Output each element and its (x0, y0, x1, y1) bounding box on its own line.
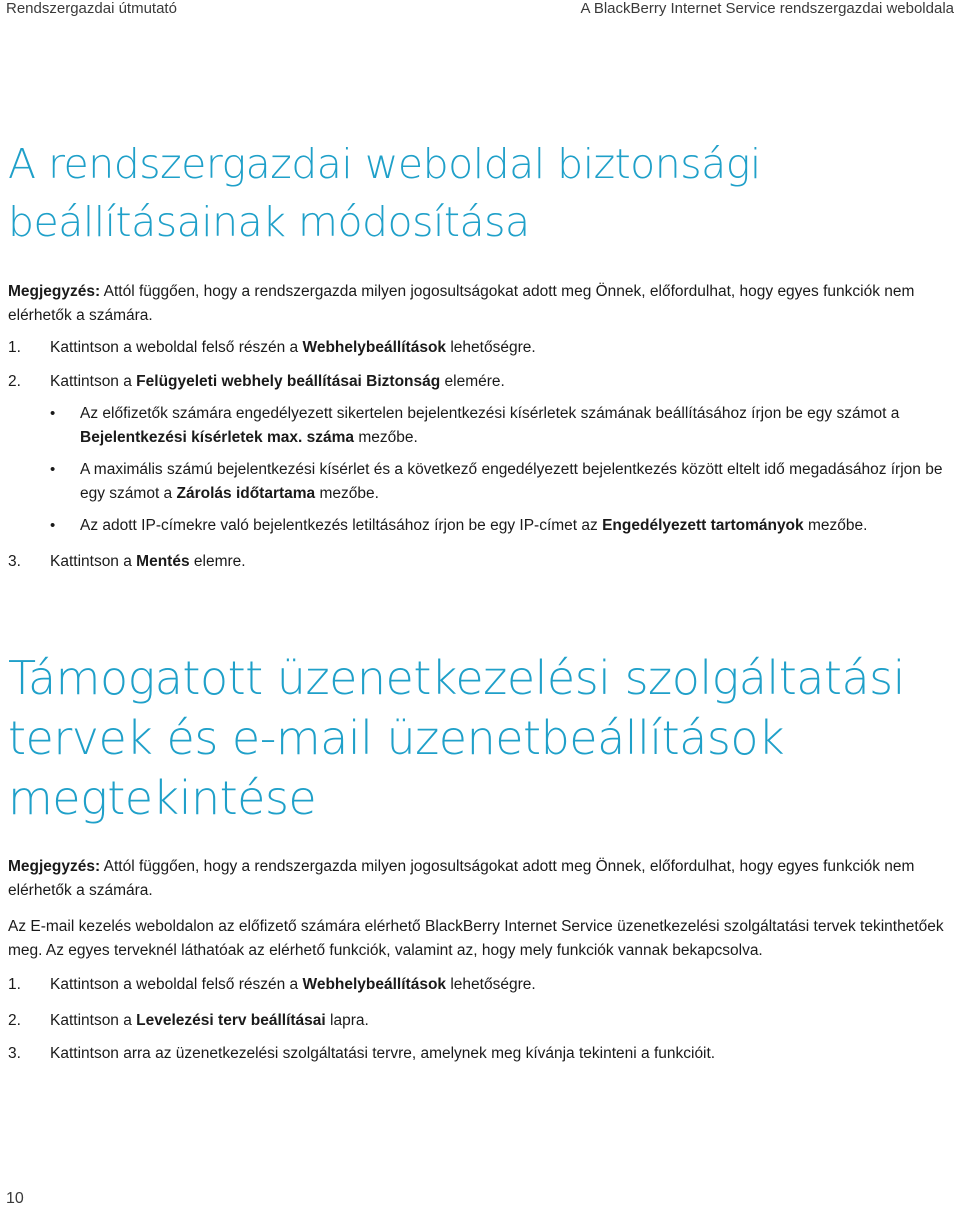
bullet-icon: • (50, 461, 56, 478)
step-text: Kattintson a weboldal felső részén a (50, 339, 303, 356)
step-text: Kattintson a (50, 373, 137, 390)
bullet-text: Az előfizetők számára engedélyezett sikertelen bejelentkezési kísérletek számának beállításához írjon be egy számot a (80, 405, 900, 422)
ui-term: Engedélyezett tartományok (602, 517, 804, 534)
step-text: Kattintson arra az üzenetkezelési szolgáltatási tervre, amelynek meg kívánja tekinteni a funkcióit. (50, 1045, 716, 1062)
note-paragraph (8, 855, 953, 903)
bullet-text: mezőbe. (315, 485, 379, 502)
note-text: Attól függően, hogy a rendszergazda milyen jogosultságokat adott meg Önnek, előfordulhat, hogy egyes funkciók nem elérhetők a számára. (8, 858, 915, 899)
section-title-messaging-plans (8, 648, 905, 828)
step-text: Kattintson a weboldal felső részén a (50, 976, 303, 993)
step-text: elemére. (440, 373, 505, 390)
step-item (8, 336, 953, 360)
step-item (8, 550, 953, 574)
bullet-text: mezőbe. (803, 517, 868, 534)
step-item (8, 973, 953, 997)
step-number: 3. (8, 1045, 21, 1062)
step-item (8, 370, 953, 394)
section-title-line: Támogatott üzenetkezelési szolgáltatási (8, 651, 905, 705)
bullet-text: mezőbe. (354, 429, 418, 446)
note-label: Megjegyzés: (8, 283, 101, 300)
bullet-item (50, 458, 950, 506)
running-header-left: Rendszergazdai útmutató (6, 0, 177, 17)
note-paragraph (8, 280, 953, 328)
step-item (8, 1042, 953, 1066)
running-header-right: A BlackBerry Internet Service rendszergazdai weboldala (580, 0, 954, 17)
step-number: 2. (8, 1012, 21, 1029)
ui-term: Zárolás időtartama (176, 485, 316, 502)
bullet-icon: • (50, 405, 56, 422)
bullet-text: Az adott IP-címekre való bejelentkezés letiltásához írjon be egy IP-címet az (80, 517, 603, 534)
ui-term: Webhelybeállítások (302, 976, 447, 993)
step-text: lehetőségre. (446, 339, 536, 356)
bullet-text: A maximális számú bejelentkezési kísérlet és a következő engedélyezett bejelentkezés között eltelt idő megadásához írjon be egy számot a (80, 461, 943, 502)
section-title-line: tervek és e-mail üzenetbeállítások (8, 711, 785, 765)
note-label: Megjegyzés: (8, 858, 101, 875)
step-number: 1. (8, 976, 21, 993)
section-title-line: megtekintése (8, 771, 317, 825)
bullet-item (50, 514, 950, 538)
intro-paragraph: Az E-mail kezelés weboldalon az előfizető számára elérhető BlackBerry Internet Service üzenetkezelési szolgáltatási tervek tekinthetőek meg. Az egyes terveknél láthatóak az elérhető funkciók, valamint az, hogy mely funkciók vannak bekapcsolva. (8, 918, 944, 959)
ui-term: Mentés (136, 553, 190, 570)
ui-term: Webhelybeállítások (302, 339, 447, 356)
step-number: 1. (8, 339, 21, 356)
ui-term: Felügyeleti webhely beállításai Biztonság (136, 373, 441, 390)
step-number: 2. (8, 373, 21, 390)
step-number: 3. (8, 553, 21, 570)
bullet-icon: • (50, 517, 56, 534)
section-title-line: beállításainak módosítása (8, 198, 530, 246)
note-text: Attól függően, hogy a rendszergazda milyen jogosultságokat adott meg Önnek, előfordulhat, hogy egyes funkciók nem elérhetők a számára. (8, 283, 915, 324)
ui-term: Levelezési terv beállításai (136, 1012, 326, 1029)
bullet-item (50, 402, 950, 450)
step-text: lehetőségre. (446, 976, 536, 993)
step-text: elemre. (189, 553, 246, 570)
section-title-security (8, 135, 761, 251)
section-title-line: A rendszergazdai weboldal biztonsági (8, 140, 761, 188)
step-item (8, 1009, 953, 1033)
ui-term: Bejelentkezési kísérletek max. száma (80, 429, 355, 446)
page-number: 10 (6, 1190, 24, 1207)
step-text: Kattintson a (50, 1012, 137, 1029)
step-text: lapra. (325, 1012, 369, 1029)
step-text: Kattintson a (50, 553, 137, 570)
